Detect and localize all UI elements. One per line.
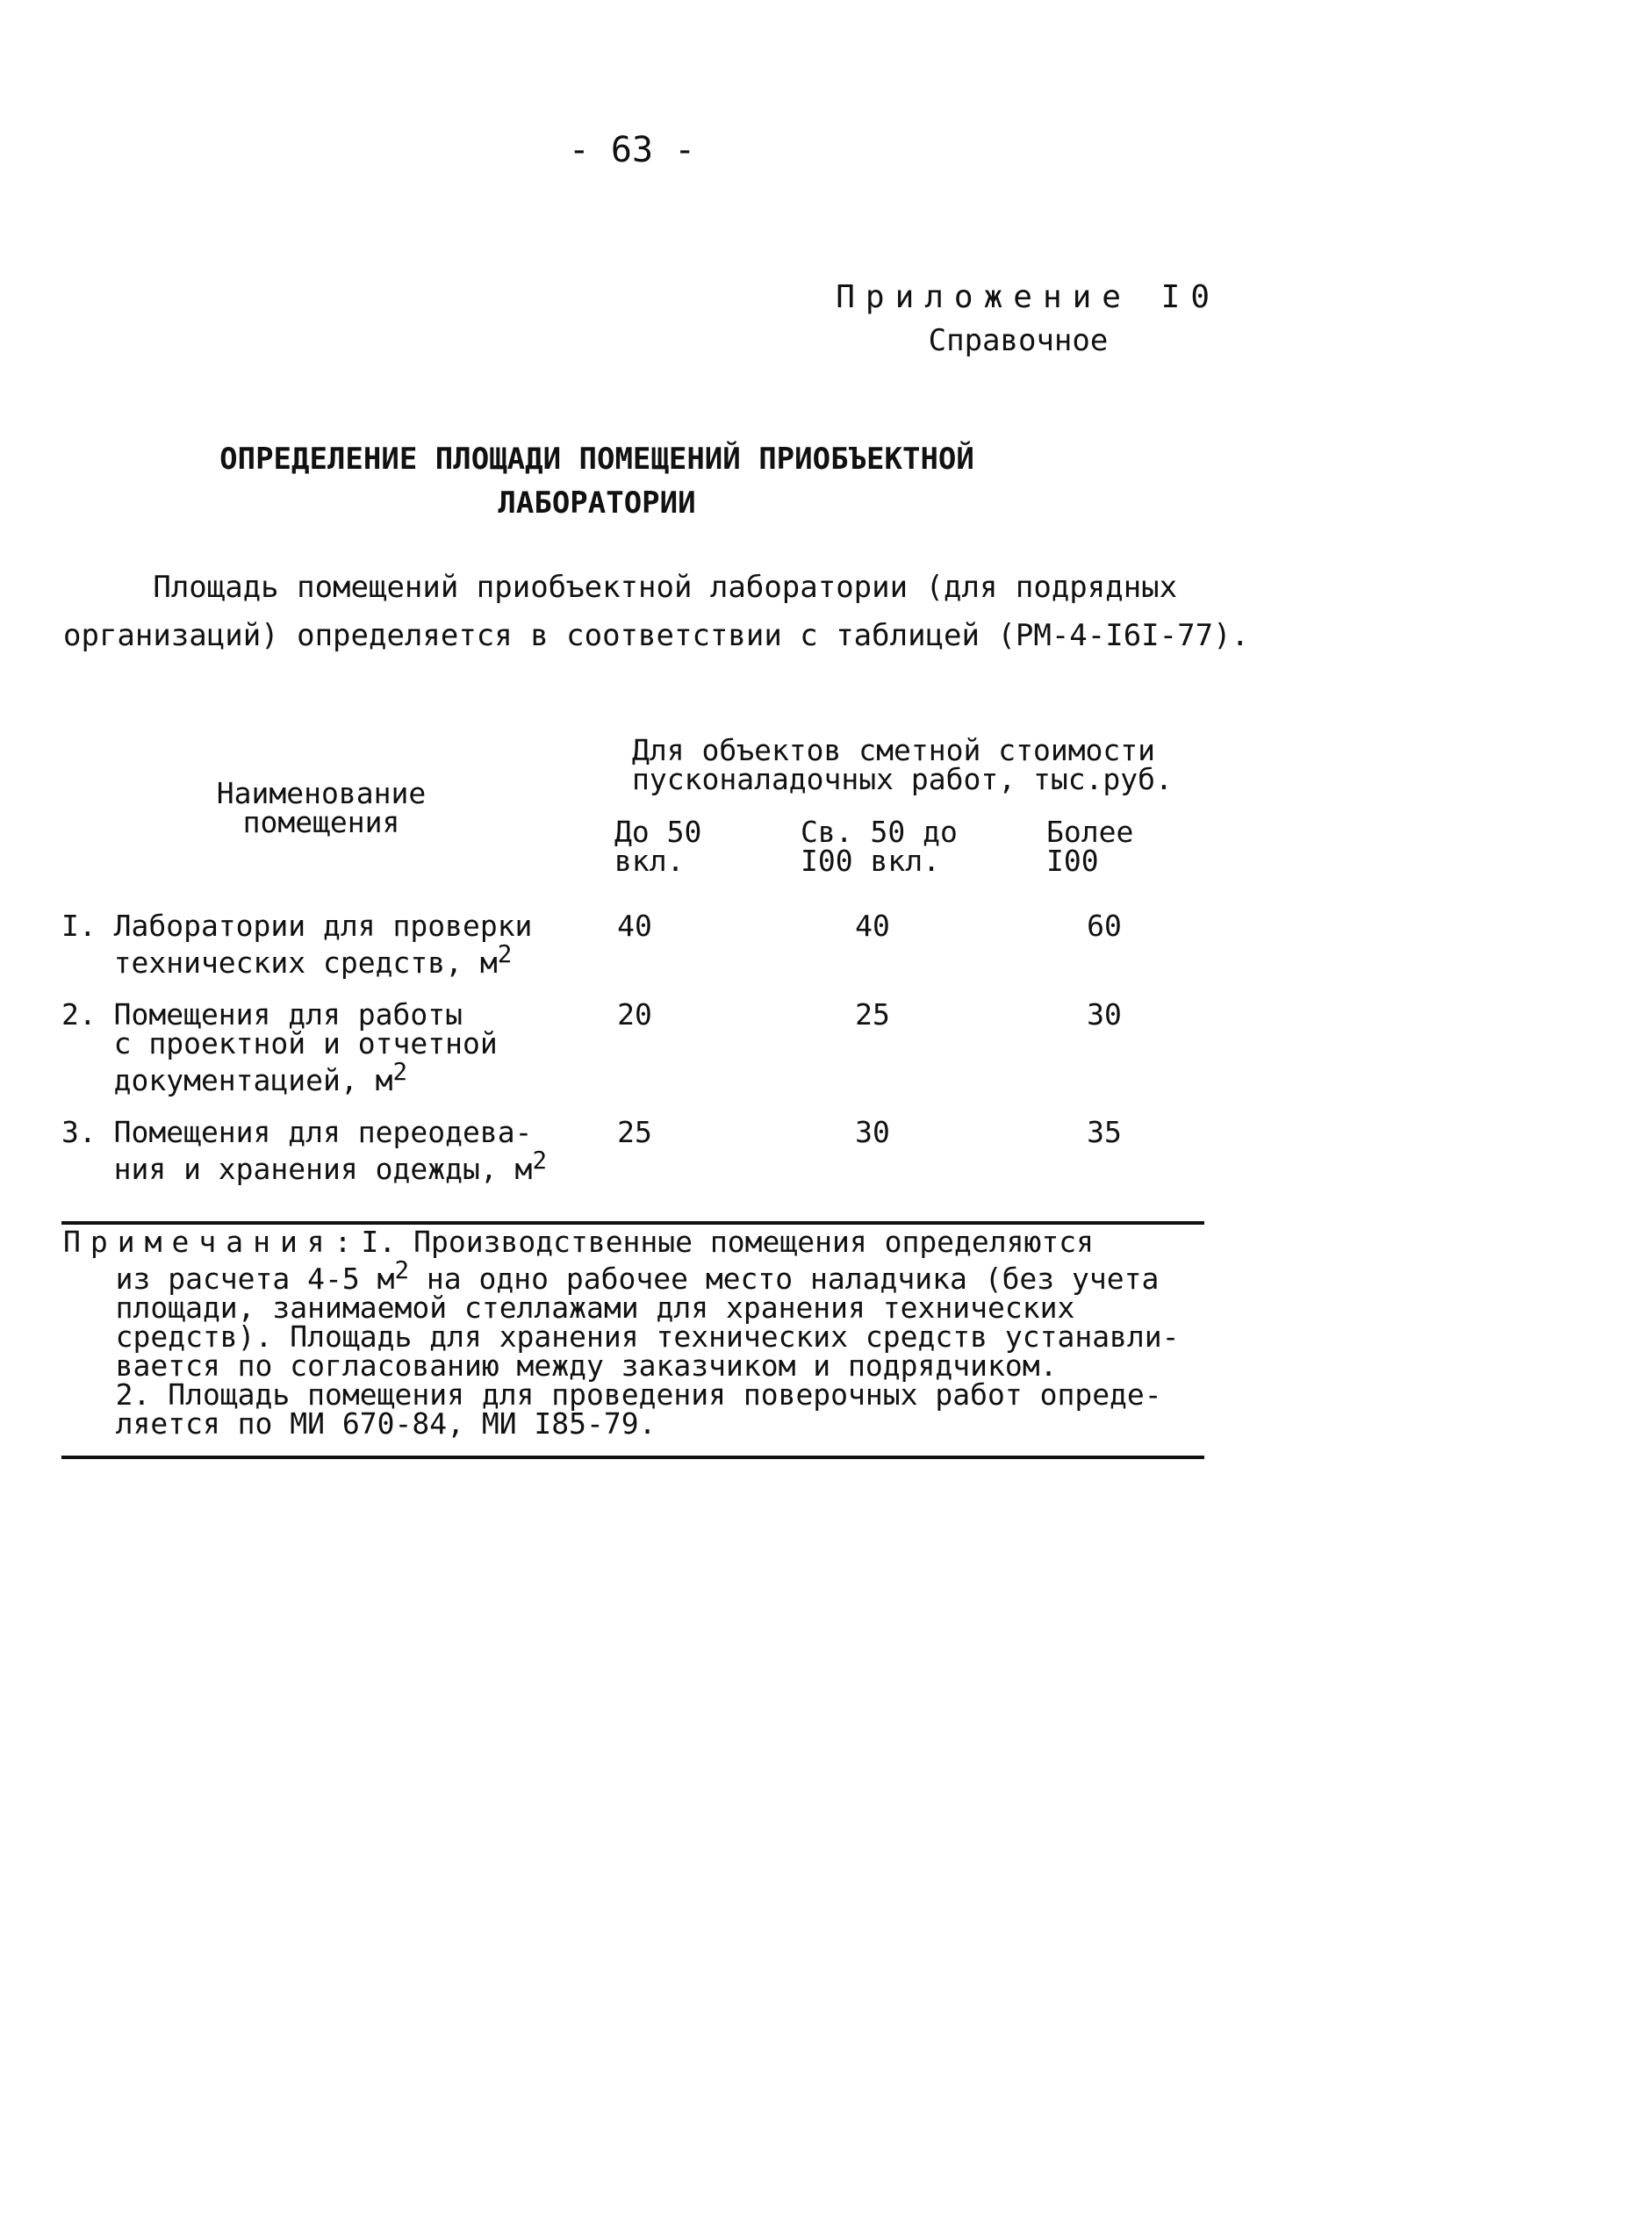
header-col-1-line-2: вкл. [614, 843, 685, 878]
title-line-2: ЛАБОРАТОРИИ [498, 485, 696, 521]
notes-line-2 [63, 1256, 1222, 1296]
appendix-label: Приложение I0 [836, 279, 1220, 315]
notes-line-4: средств). Площадь для хранения технических средств устанавли- [63, 1319, 1180, 1354]
table-row [61, 1100, 1204, 1223]
row-3-line-2: ния и хранения одежды, м [61, 1152, 533, 1186]
notes-line-2-sup: 2 [394, 1256, 410, 1284]
row-1-value-3: 60 [1087, 909, 1122, 943]
notes-line-1-text: I. Производственные помещения определяются [361, 1225, 1094, 1259]
appendix-type: Справочное [928, 323, 1109, 358]
header-cost-group [581, 722, 1204, 807]
header-col-3-line-1: Более [1046, 814, 1134, 849]
row-1-line-2-wrap [61, 940, 581, 980]
header-col-2-line-2: I00 вкл. [801, 843, 940, 878]
table-row [61, 894, 1204, 982]
document-title [211, 437, 983, 525]
row-3-line-1: 3. Помещения для переодева- [61, 1115, 533, 1149]
row-2-name [61, 982, 581, 1100]
row-1-name [61, 894, 581, 982]
intro-paragraph [63, 564, 1250, 660]
row-3-line-2-wrap [61, 1147, 581, 1186]
header-room-name [61, 722, 581, 894]
header-col-3-line-2: I00 [1046, 843, 1099, 878]
row-1-line-1: I. Лаборатории для проверки [61, 909, 533, 943]
row-2-line-2: с проектной и отчетной [61, 1026, 498, 1061]
row-3-value-2: 30 [767, 1100, 1013, 1223]
header-cost-group-line-1: Для объектов сметной стоимости [632, 733, 1156, 767]
row-3-unit-sup: 2 [532, 1147, 547, 1175]
title-line-1: ОПРЕДЕЛЕНИЕ ПЛОЩАДИ ПОМЕЩЕНИЙ ПРИОБЪЕКТНОЙ [219, 442, 974, 477]
header-cost-group-line-2: пусконаладочных работ, тыс.руб. [632, 762, 1173, 796]
row-1-value-1: 40 [617, 909, 652, 943]
row-2-value-3: 30 [1087, 997, 1122, 1032]
intro-line-1: Площадь помещений приобъектной лаборатории (для подрядных [63, 570, 1178, 605]
notes-line-7: ляется по МИ 670-84, МИ I85-79. [63, 1406, 657, 1441]
intro-line-2: организаций) определяется в соответствии с таблицей (РМ-4-I6I-77). [63, 618, 1250, 653]
page-number: - 63 - [568, 130, 696, 170]
header-room-name-line-1: Наименование [216, 776, 427, 810]
table-header-row [61, 722, 1204, 807]
row-3-value-1: 25 [581, 1100, 767, 1223]
notes-line-2-end: на одно рабочее место наладчика (без учета [409, 1262, 1160, 1296]
notes-line-3: площади, занимаемой стеллажами для хранения технических [63, 1291, 1075, 1325]
row-2-line-3: документацией, м [61, 1063, 393, 1097]
header-col-up-to-50 [581, 807, 767, 894]
row-2-line-1: 2. Помещения для работы [61, 997, 463, 1032]
area-table [61, 722, 1204, 1225]
row-3-value-3: 35 [1013, 1100, 1204, 1223]
header-room-name-line-2: помещения [242, 805, 400, 839]
row-2-value-2: 25 [855, 997, 890, 1032]
row-3-name [61, 1100, 581, 1223]
table-row [61, 982, 1204, 1100]
row-1-value-2: 40 [855, 909, 890, 943]
notes-block [63, 1225, 1222, 1441]
notes-line-2-start: из расчета 4-5 м [63, 1262, 395, 1296]
header-col-2-line-1: Св. 50 до [801, 814, 958, 849]
notes-line-5: вается по согласованию между заказчиком и подрядчиком. [63, 1348, 1058, 1383]
row-2-unit-sup: 2 [392, 1058, 408, 1086]
row-2-value-1: 20 [617, 997, 652, 1032]
row-2-line-3-wrap [61, 1058, 581, 1095]
notes-bottom-rule [61, 1456, 1204, 1459]
header-col-1-line-1: До 50 [614, 814, 702, 849]
notes-label: Примечания: [63, 1225, 362, 1259]
header-col-50-to-100 [767, 807, 1013, 894]
notes-line-1 [63, 1225, 1222, 1259]
header-col-over-100 [1013, 807, 1204, 894]
row-1-unit-sup: 2 [497, 940, 513, 968]
row-1-line-2: технических средств, м [61, 946, 498, 980]
notes-line-6: 2. Площадь помещения для проведения поверочных работ опреде- [63, 1377, 1162, 1412]
